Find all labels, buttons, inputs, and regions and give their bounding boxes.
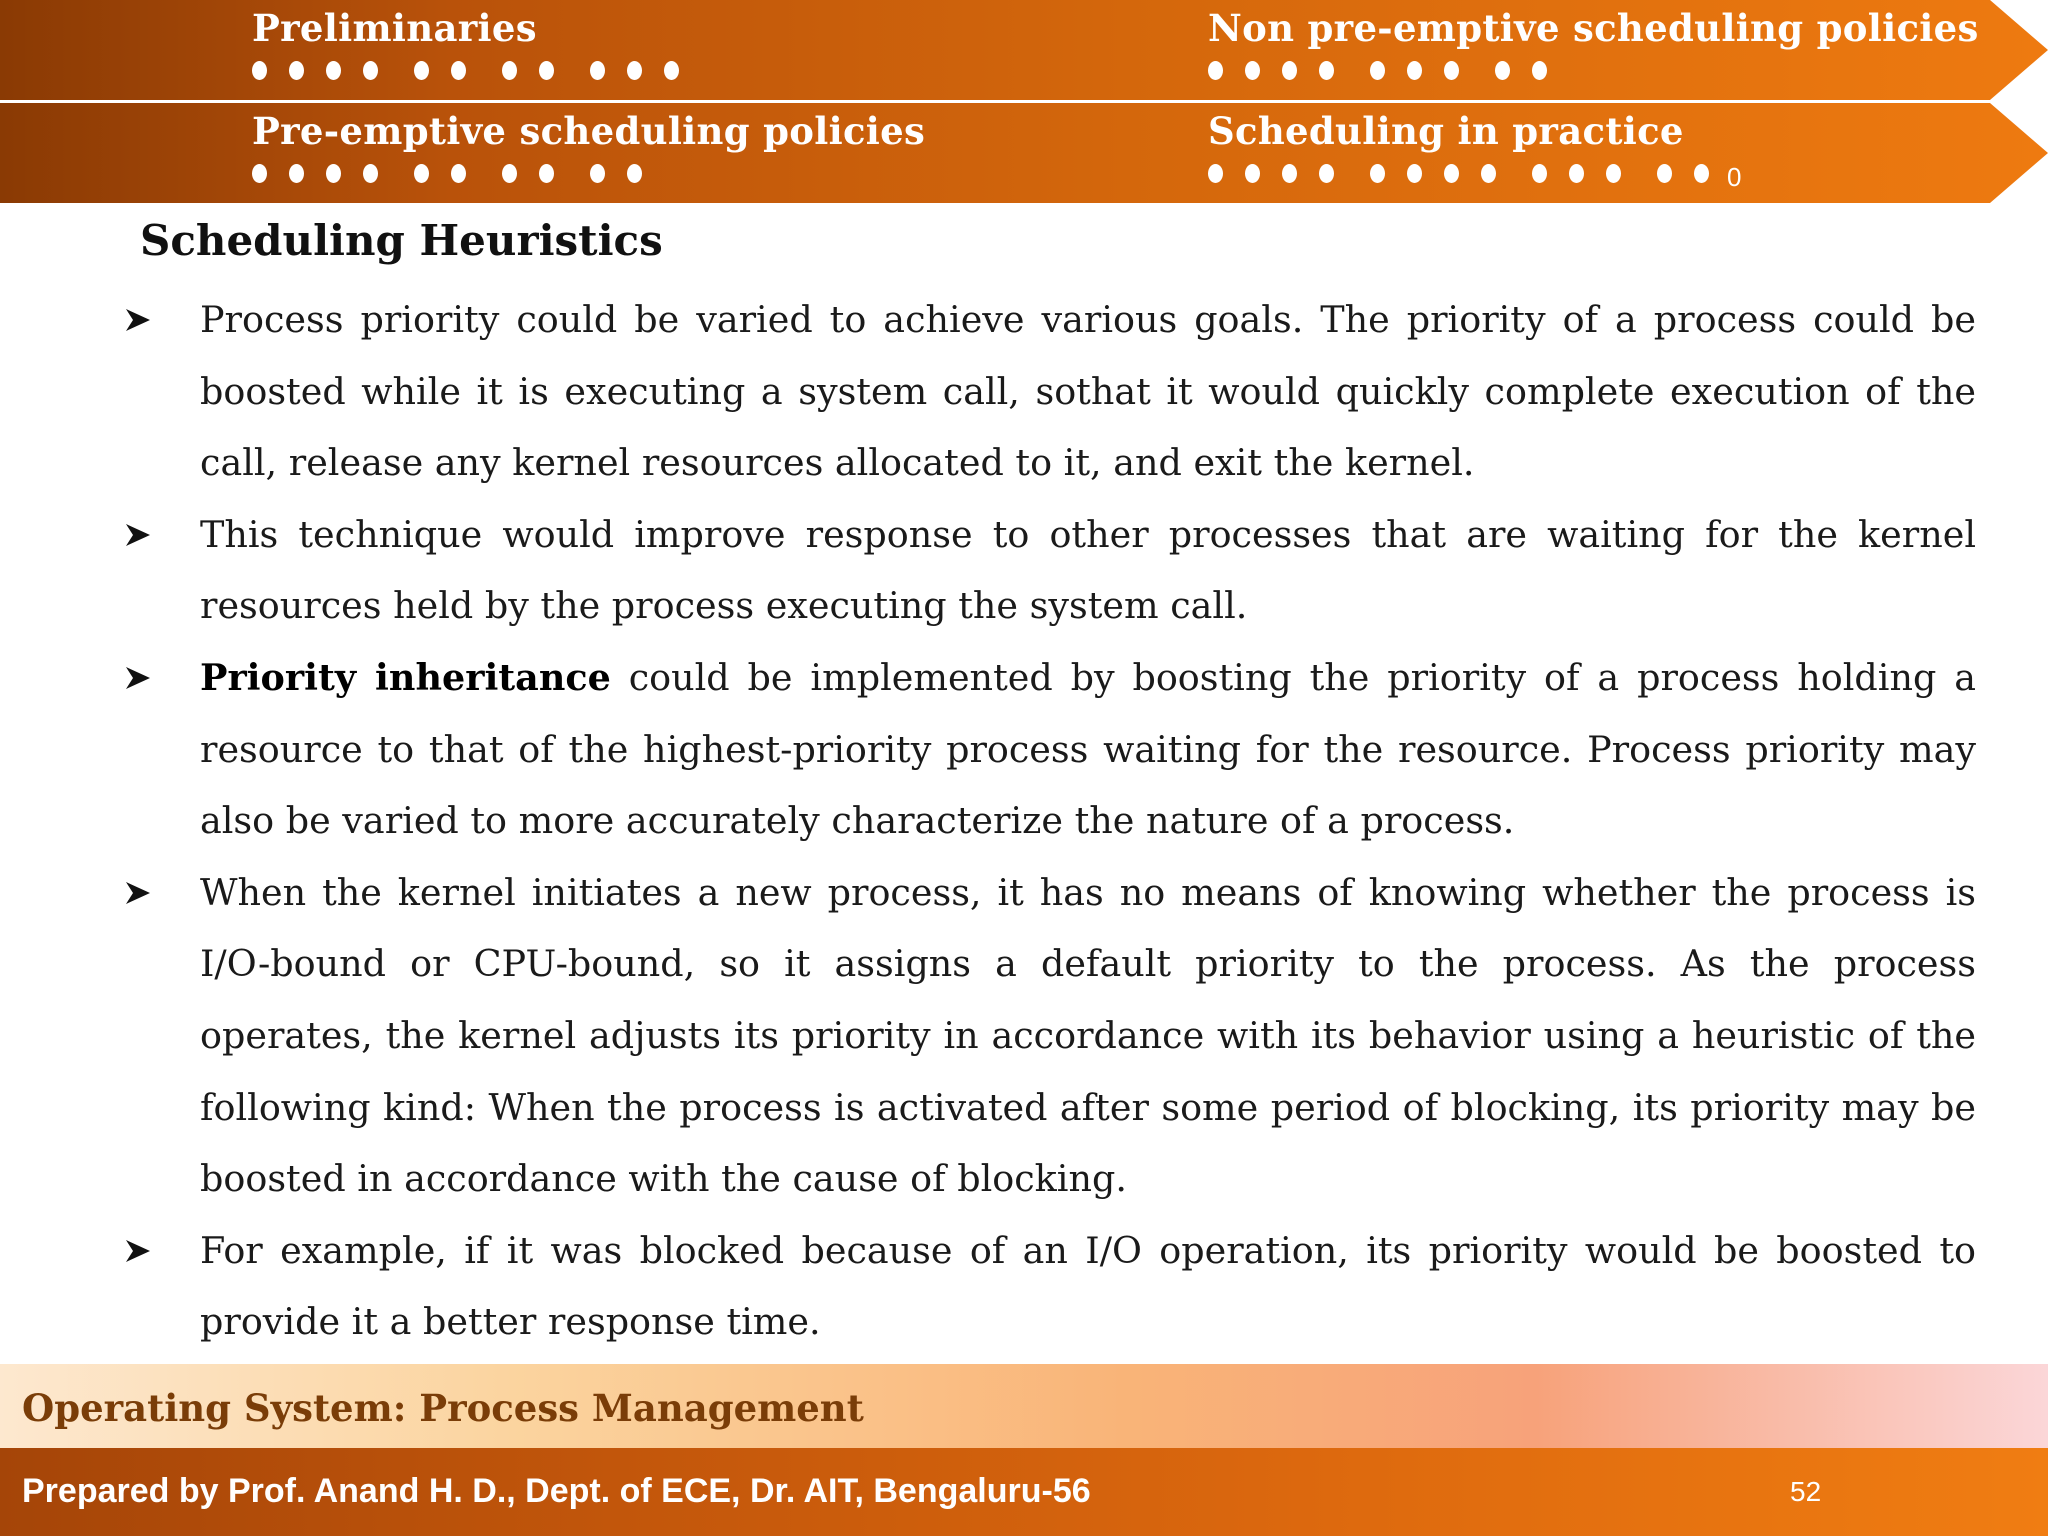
bullet-body: could be implemented by boosting the priority of a process holding a resource to that of the highest-priority process waiting for the resource. Process priority may also be varied to more accurately characterize the nature of a process. <box>200 655 1976 843</box>
nav-section-title[interactable]: Preliminaries <box>252 6 537 50</box>
nav-dot[interactable] <box>1532 61 1547 80</box>
nav-dot[interactable] <box>1282 164 1297 183</box>
arrow-bullet-icon <box>124 664 152 692</box>
nav-dot[interactable] <box>289 61 304 80</box>
nav-dot[interactable] <box>539 164 554 183</box>
nav-dot[interactable] <box>1606 164 1621 183</box>
nav-dot[interactable] <box>1495 61 1510 80</box>
nav-dot[interactable] <box>1407 61 1422 80</box>
nav-section-title[interactable]: Non pre-emptive scheduling policies <box>1208 6 1979 50</box>
bullet-list <box>0 284 2048 1358</box>
nav-dot[interactable] <box>1319 164 1334 183</box>
nav-dot[interactable] <box>1444 61 1459 80</box>
arrow-bullet-icon <box>124 306 152 334</box>
nav-dot[interactable] <box>1319 61 1334 80</box>
nav-dot-label: 0 <box>1727 162 1742 192</box>
nav-dot[interactable] <box>252 164 267 183</box>
bullet-item <box>0 857 2048 1215</box>
nav-section-non-preemptive[interactable] <box>1208 6 1979 80</box>
nav-dot[interactable] <box>252 61 267 80</box>
author-credit: Prepared by Prof. Anand H. D., Dept. of ECE, Dr. AIT, Bengaluru-56 <box>22 1472 1091 1510</box>
nav-dot[interactable] <box>1282 61 1297 80</box>
nav-dot[interactable] <box>590 164 605 183</box>
bullet-text <box>200 284 1976 499</box>
nav-dot[interactable] <box>1370 164 1385 183</box>
nav-dot[interactable] <box>289 164 304 183</box>
bullet-item <box>0 642 2048 857</box>
nav-dot[interactable] <box>1407 164 1422 183</box>
nav-dot[interactable] <box>539 61 554 80</box>
nav-section-title[interactable]: Scheduling in practice <box>1208 109 1684 153</box>
nav-dot[interactable] <box>1444 164 1459 183</box>
arrow-bullet-icon <box>124 1237 152 1265</box>
nav-dot[interactable] <box>1657 164 1672 183</box>
bullet-item <box>0 499 2048 642</box>
nav-dot[interactable] <box>1370 61 1385 80</box>
bullet-body: For example, if it was blocked because of an I/O operation, its priority would be boosted to provide it a better response time. <box>200 1228 1976 1344</box>
nav-dot[interactable] <box>1481 164 1496 183</box>
course-title-band <box>0 1364 2048 1448</box>
slide-title: Scheduling Heuristics <box>140 216 663 265</box>
bullet-text <box>200 499 1976 642</box>
nav-section-preemptive[interactable] <box>252 109 925 183</box>
nav-dot[interactable] <box>1569 164 1584 183</box>
nav-dot[interactable] <box>451 61 466 80</box>
nav-dot[interactable] <box>1532 164 1547 183</box>
nav-section-preliminaries[interactable] <box>252 6 701 80</box>
nav-dot[interactable] <box>502 61 517 80</box>
nav-dot[interactable] <box>1208 61 1223 80</box>
nav-dot[interactable] <box>1694 164 1709 183</box>
nav-dots <box>1208 60 1979 80</box>
bullet-text <box>200 1215 1976 1358</box>
nav-section-title[interactable]: Pre-emptive scheduling policies <box>252 109 926 153</box>
nav-dot[interactable] <box>627 164 642 183</box>
nav-dot[interactable] <box>363 61 378 80</box>
nav-section-scheduling-practice[interactable] <box>1208 109 1742 192</box>
nav-dots <box>1208 162 1742 192</box>
nav-dots <box>252 163 925 183</box>
nav-dot[interactable] <box>414 61 429 80</box>
arrow-bullet-icon <box>124 521 152 549</box>
footer-band <box>0 1448 2048 1536</box>
nav-dot[interactable] <box>590 61 605 80</box>
nav-dot[interactable] <box>1245 164 1260 183</box>
nav-dot[interactable] <box>627 61 642 80</box>
bullet-bold: Priority inheritance <box>200 655 611 699</box>
bullet-body: When the kernel initiates a new process, it has no means of knowing whether the process is I/O-bound or CPU-bound, so it assigns a default priority to the process. As the process operates, the kernel adjusts its priority in accordance with its behavior using a heuristic of the following kind: When the process is activated after some period of blocking, its priority may be boosted in accordance with the cause of blocking. <box>200 870 1976 1201</box>
bullet-item <box>0 1215 2048 1358</box>
bullet-text <box>200 857 1976 1215</box>
nav-dots <box>252 60 701 80</box>
nav-dot[interactable] <box>502 164 517 183</box>
nav-dot[interactable] <box>326 61 341 80</box>
nav-dot[interactable] <box>1245 61 1260 80</box>
bullet-item <box>0 284 2048 499</box>
nav-dot[interactable] <box>451 164 466 183</box>
bullet-text <box>200 642 1976 857</box>
nav-dot[interactable] <box>363 164 378 183</box>
nav-dot[interactable] <box>326 164 341 183</box>
nav-dot[interactable] <box>414 164 429 183</box>
bullet-body: This technique would improve response to other processes that are waiting for the kernel resources held by the process executing the system call. <box>200 512 1976 628</box>
arrow-bullet-icon <box>124 879 152 907</box>
nav-dot[interactable] <box>1208 164 1223 183</box>
page-number: 52 <box>1790 1476 1822 1507</box>
course-title: Operating System: Process Management <box>22 1386 864 1430</box>
bullet-body: Process priority could be varied to achieve various goals. The priority of a process could be boosted while it is executing a system call, sothat it would quickly complete execution of the call, release any kernel resources allocated to it, and exit the kernel. <box>200 298 1976 485</box>
nav-dot[interactable] <box>664 61 679 80</box>
